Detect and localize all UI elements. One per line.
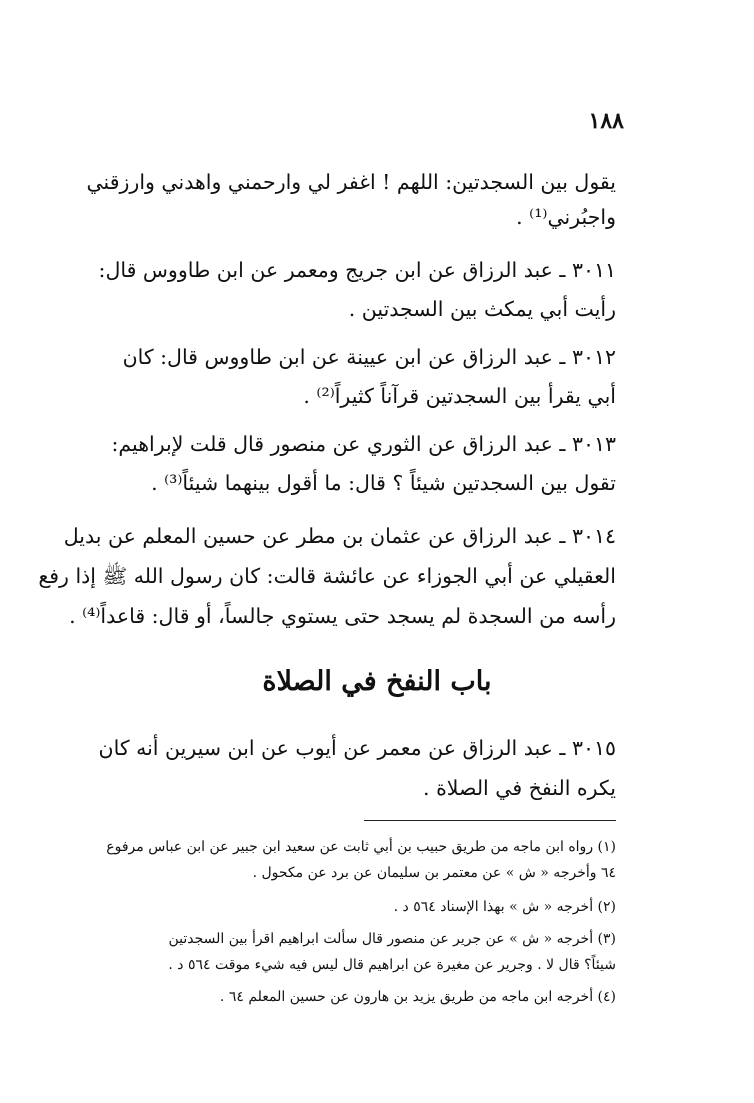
hadith-3014-line: رأسه من السجدة لم يسجد حتى يستوي جالساً، أو قال: قاعداً⁽⁴⁾ . [69, 604, 616, 628]
footnote-line: ٦٤ وأخرجه « ش » عن معتمر بن سليمان عن برد عن مكحول . [252, 865, 616, 881]
paragraph-line: واجبُرني⁽¹⁾ . [516, 205, 616, 229]
section-heading: باب النفخ في الصلاة [262, 666, 492, 697]
footnote-line: (٣) أخرجه « ش » عن جرير عن منصور قال سألت ابراهيم اقرأ بين السجدتين [168, 931, 616, 947]
footnote-line: (١) رواه ابن ماجه من طريق حبيب بن أبي ثابت عن سعيد ابن جبير عن ابن عباس مرفوع [106, 839, 616, 855]
hadith-3013-line: ٣٠١٣ ـ عبد الرزاق عن الثوري عن منصور قال قلت لإبراهيم: [111, 432, 616, 456]
hadith-3015-line: يكره النفخ في الصلاة . [423, 776, 616, 800]
hadith-3015-line: ٣٠١٥ ـ عبد الرزاق عن معمر عن أيوب عن ابن سيرين أنه كان [98, 736, 616, 760]
hadith-3014-line: العقيلي عن أبي الجوزاء عن عائشة قالت: كان رسول الله ﷺ إذا رفع [38, 564, 616, 588]
footnote-line: شيئاً؟ قال لا . وجرير عن مغيرة عن ابراهيم قال ليس فيه شيء موقت ٥٦٤ د . [168, 957, 616, 973]
paragraph-line: يقول بين السجدتين: اللهم ! اغفر لي وارحمني واهدني وارزقني [86, 170, 616, 194]
hadith-3014-line: ٣٠١٤ ـ عبد الرزاق عن عثمان بن مطر عن حسين المعلم عن بديل [63, 524, 616, 548]
hadith-3011-line: ٣٠١١ ـ عبد الرزاق عن ابن جريج ومعمر عن ابن طاووس قال: [98, 258, 616, 282]
hadith-3012-line: أبي يقرأ بين السجدتين قرآناً كثيراً⁽²⁾ . [303, 384, 616, 408]
page-number: ١٨٨ [588, 108, 624, 134]
footnote-line: (٢) أخرجه « ش » بهذا الإسناد ٥٦٤ د . [393, 899, 616, 915]
footnote-divider [364, 820, 616, 821]
hadith-3011-line: رأيت أبي يمكث بين السجدتين . [348, 297, 616, 321]
footnote-line: (٤) أخرجه ابن ماجه من طريق يزيد بن هارون عن حسين المعلم ٦٤ . [219, 989, 616, 1005]
hadith-3013-line: تقول بين السجدتين شيئاً ؟ قال: ما أقول بينهما شيئاً⁽³⁾ . [151, 471, 616, 495]
hadith-3012-line: ٣٠١٢ ـ عبد الرزاق عن ابن عيينة عن ابن طاووس قال: كان [122, 345, 616, 369]
